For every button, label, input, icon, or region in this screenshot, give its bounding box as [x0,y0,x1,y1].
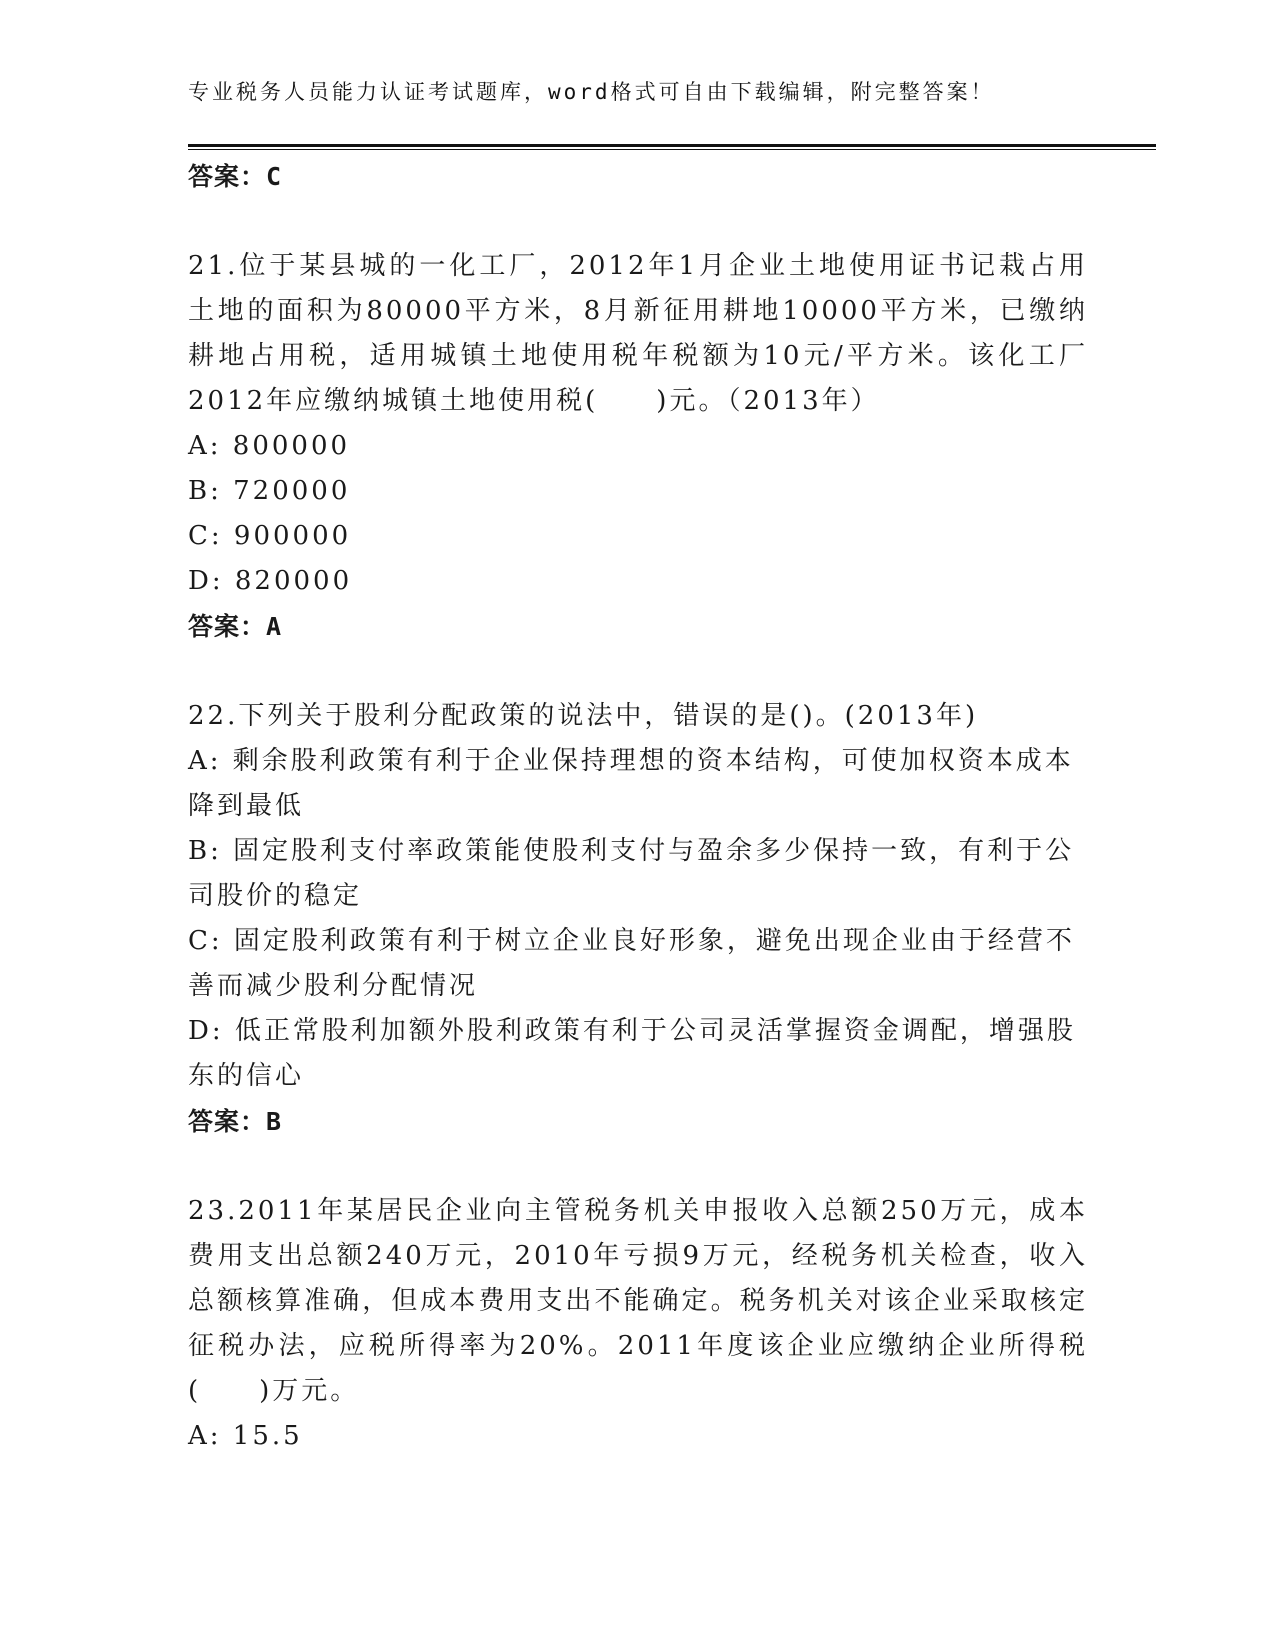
option-a: A: 剩余股利政策有利于企业保持理想的资本结构，可使加权资本成本降到最低 [188,746,1074,821]
question-21 [188,244,1088,650]
answer: 答案：A [188,612,283,641]
content-body [188,154,1088,1459]
option-c: C: 固定股利政策有利于树立企业良好形象，避免出现企业由于经营不善而减少股利分配情况 [188,926,1075,1001]
page-header: 专业税务人员能力认证考试题库，word格式可自由下载编辑，附完整答案！ [188,80,995,104]
question-text: 22.下列关于股利分配政策的说法中，错误的是()。(2013年) [188,701,979,731]
previous-answer: 答案：C [188,162,283,191]
option-c: C: 900000 [188,521,352,551]
question-text: 21.位于某县城的一化工厂，2012年1月企业土地使用证书记栽占用土地的面积为80000平方米，8月新征用耕地10000平方米，已缴纳耕地占用税，适用城镇土地使用税年税额为10元/平方米。该化工厂2012年应缴纳城镇土地使用税( )元。（2013年） [188,251,1088,416]
question-23 [188,1189,1088,1459]
answer: 答案：B [188,1107,283,1136]
option-a: A: 800000 [188,431,351,461]
option-a: A: 15.5 [188,1421,303,1451]
option-d: D: 820000 [188,566,353,596]
header-rule-thin [188,149,1156,150]
option-b: B: 固定股利支付率政策能使股利支付与盈余多少保持一致，有利于公司股价的稳定 [188,836,1075,911]
question-text: 23.2011年某居民企业向主管税务机关申报收入总额250万元，成本费用支出总额240万元，2010年亏损9万元，经税务机关检查，收入总额核算准确，但成本费用支出不能确定。税务机关对该企业采取核定征税办法，应税所得率为20%。2011年度该企业应缴纳企业所得税( )万元。 [188,1196,1088,1406]
option-d: D: 低正常股利加额外股利政策有利于公司灵活掌握资金调配，增强股东的信心 [188,1016,1076,1091]
option-b: B: 720000 [188,476,351,506]
header-rule-thick [188,144,1156,147]
question-22 [188,694,1088,1145]
